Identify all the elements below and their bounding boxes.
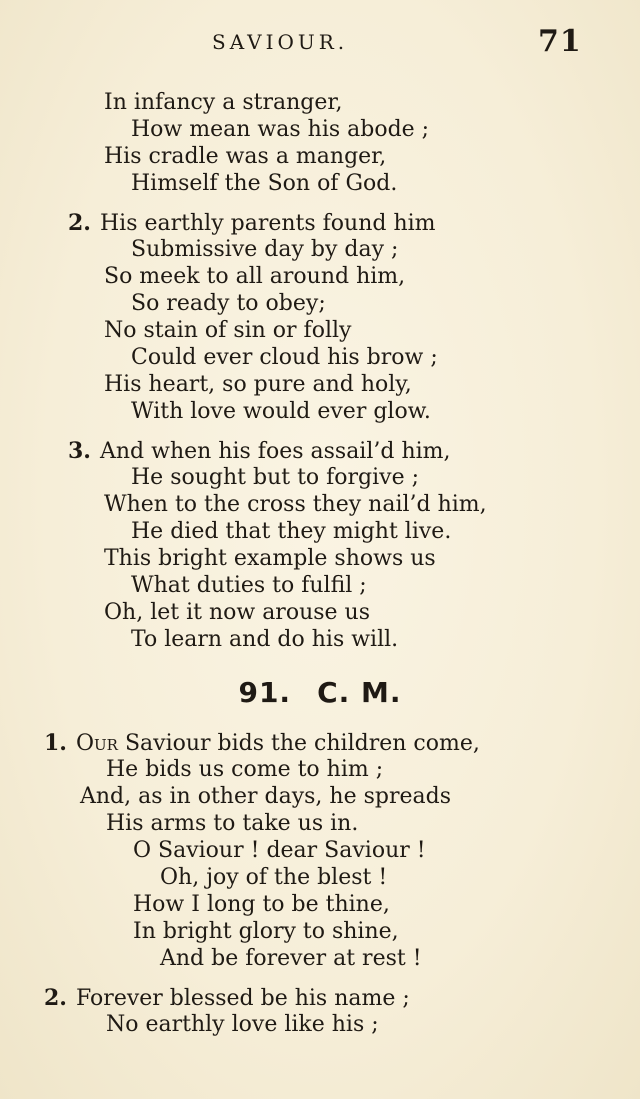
verse-line: Could ever cloud his brow ; (131, 345, 438, 370)
verse-text: His earthly parents found him (100, 211, 436, 236)
hymn-meter: C. M. (317, 676, 402, 709)
verse-number: 1. (44, 730, 67, 756)
page-number: 71 (538, 24, 582, 59)
verse-line: So ready to obey; (131, 291, 326, 316)
verse-line: This bright example shows us (104, 546, 436, 571)
verse-line: Himself the Son of God. (131, 171, 398, 196)
verse-line: To learn and do his will. (131, 627, 399, 652)
verse-number: 2. (68, 210, 91, 236)
verse-text: Forever blessed be his name ; (76, 986, 410, 1011)
verse-line: His cradle was a manger, (104, 144, 387, 169)
verse-line: Submissive day by day ; (131, 237, 399, 262)
verse-line: No earthly love like his ; (106, 1012, 379, 1037)
verse-line: No stain of sin or folly (104, 318, 352, 343)
running-head: SAVIOUR. (212, 30, 349, 54)
verse-line: In infancy a stranger, (104, 90, 343, 115)
verse-number: 3. (68, 438, 91, 464)
hymn-number: 91. (238, 676, 292, 709)
verse-first-word: Our (76, 731, 118, 756)
verse-line: His heart, so pure and holy, (104, 372, 412, 397)
verse-line: How mean was his abode ; (131, 117, 430, 142)
verse-line: What duties to fulfil ; (131, 573, 367, 598)
verse-line: When to the cross they nail’d him, (104, 492, 487, 517)
verse-line (44, 730, 480, 757)
verse-line: His arms to take us in. (106, 811, 359, 836)
hymn-heading (0, 676, 640, 709)
verse-line (68, 210, 436, 237)
verse-line: He sought but to forgive ; (131, 465, 420, 490)
verse-text: Saviour bids the children come, (117, 731, 480, 756)
verse-line: And, as in other days, he spreads (80, 784, 451, 809)
verse-line: And be forever at rest ! (160, 946, 422, 971)
verse-text: And when his foes assail’d him, (100, 439, 451, 464)
verse-line: In bright glory to shine, (133, 919, 399, 944)
verse-line: How I long to be thine, (133, 892, 390, 917)
verse-line: O Saviour ! dear Saviour ! (133, 838, 426, 863)
verse-line: With love would ever glow. (131, 399, 431, 424)
verse-line: Oh, let it now arouse us (104, 600, 370, 625)
page-header (0, 24, 640, 64)
verse-number: 2. (44, 985, 67, 1011)
verse-line: He died that they might live. (131, 519, 452, 544)
verse-line: Oh, joy of the blest ! (160, 865, 388, 890)
verse-line: He bids us come to him ; (106, 757, 384, 782)
verse-line (68, 438, 451, 465)
verse-line: So meek to all around him, (104, 264, 406, 289)
verse-line (44, 985, 410, 1012)
